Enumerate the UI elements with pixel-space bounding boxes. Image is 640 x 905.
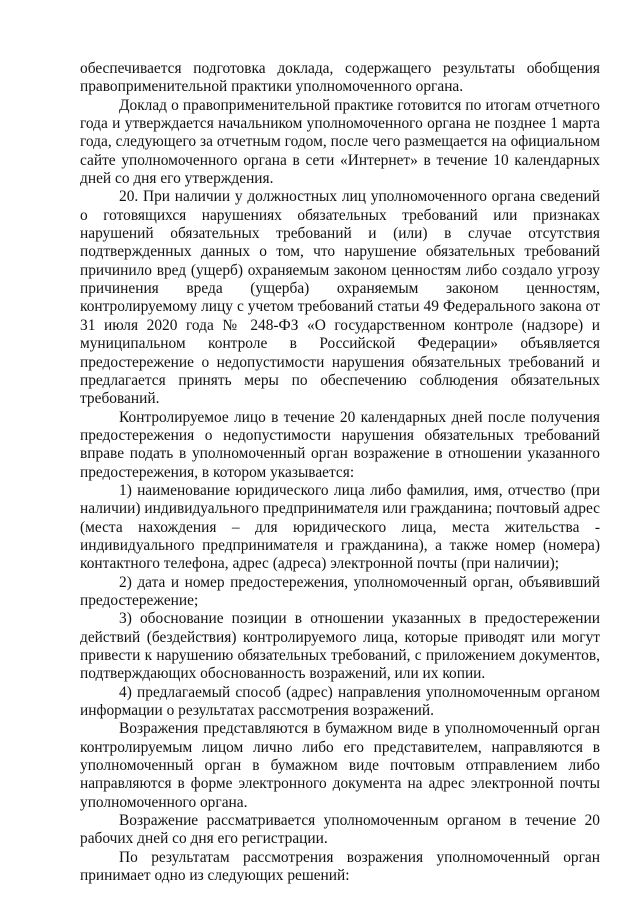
paragraph-objection-item-2: 2) дата и номер предостережения, уполномоченный орган, объявивший предостережение; [80, 573, 600, 609]
paragraph-objection-submission: Возражения представляются в бумажном виде в уполномоченный орган контролируемым лицом лично либо его представителем, направляются в уполномоченный орган в бумажном виде почтовым отправлением либо направляются в форме электронного документа на адрес электронной почты уполномоченного органа. [80, 720, 600, 811]
paragraph-report-preparation: обеспечивается подготовка доклада, содержащего результаты обобщения правоприменительной практики уполномоченного органа. [80, 60, 600, 96]
paragraph-objection-item-4: 4) предлагаемый способ (адрес) направления уполномоченным органом информации о результатах рассмотрения возражений. [80, 683, 600, 720]
paragraph-objection-review-term: Возражение рассматривается уполномоченным органом в течение 20 рабочих дней со дня его регистрации. [80, 812, 600, 848]
document-page [80, 60, 600, 885]
paragraph-objection-right: Контролируемое лицо в течение 20 календарных дней после получения предостережения о недопустимости нарушения обязательных требований вправе подать в уполномоченный орган возражение в отношении указанного предостережения, в котором указывается: [80, 408, 600, 481]
paragraph-item-20-warning: 20. При наличии у должностных лиц уполномоченного органа сведений о готовящихся нарушениях обязательных требований или признаках нарушений обязательных требований и (или) в случае отсутствия подтвержденных данных о том, что нарушение обязательных требований причинило вред (ущерб) охраняемым законом ценностям либо создало угрозу причинения вреда (ущерба) охраняемым законом ценностям, контролируемому лицу с учетом требований статьи 49 Федерального закона от 31 июля 2020 года № 248-ФЗ «О государственном контроле (надзоре) и муниципальном контроле в Российской Федерации» объявляется предостережение о недопустимости нарушения обязательных требований и предлагается принять меры по обеспечению соблюдения обязательных требований. [80, 188, 600, 408]
paragraph-objection-item-1: 1) наименование юридического лица либо фамилия, имя, отчество (при наличии) индивидуального предпринимателя или гражданина; почтовый адрес (места нахождения – для юридического лица, места жительства - индивидуального предпринимателя и гражданина), а также номер (номера) контактного телефона, адрес (адреса) электронной почты (при наличии); [80, 481, 600, 573]
paragraph-report-approval: Доклад о правоприменительной практике готовится по итогам отчетного года и утверждается начальником уполномоченного органа не позднее 1 марта года, следующего за отчетным годом, после чего размещается на официальном сайте уполномоченного органа в сети «Интернет» в течение 10 календарных дней со дня его утверждения. [80, 96, 600, 188]
paragraph-objection-item-3: 3) обоснование позиции в отношении указанных в предостережении действий (бездействия) контролируемого лица, которые приводят или могут привести к нарушению обязательных требований, с приложением документов, подтверждающих обоснованность возражений, или их копии. [80, 610, 600, 683]
paragraph-review-decisions: По результатам рассмотрения возражения уполномоченный орган принимает одно из следующих решений: [80, 848, 600, 885]
